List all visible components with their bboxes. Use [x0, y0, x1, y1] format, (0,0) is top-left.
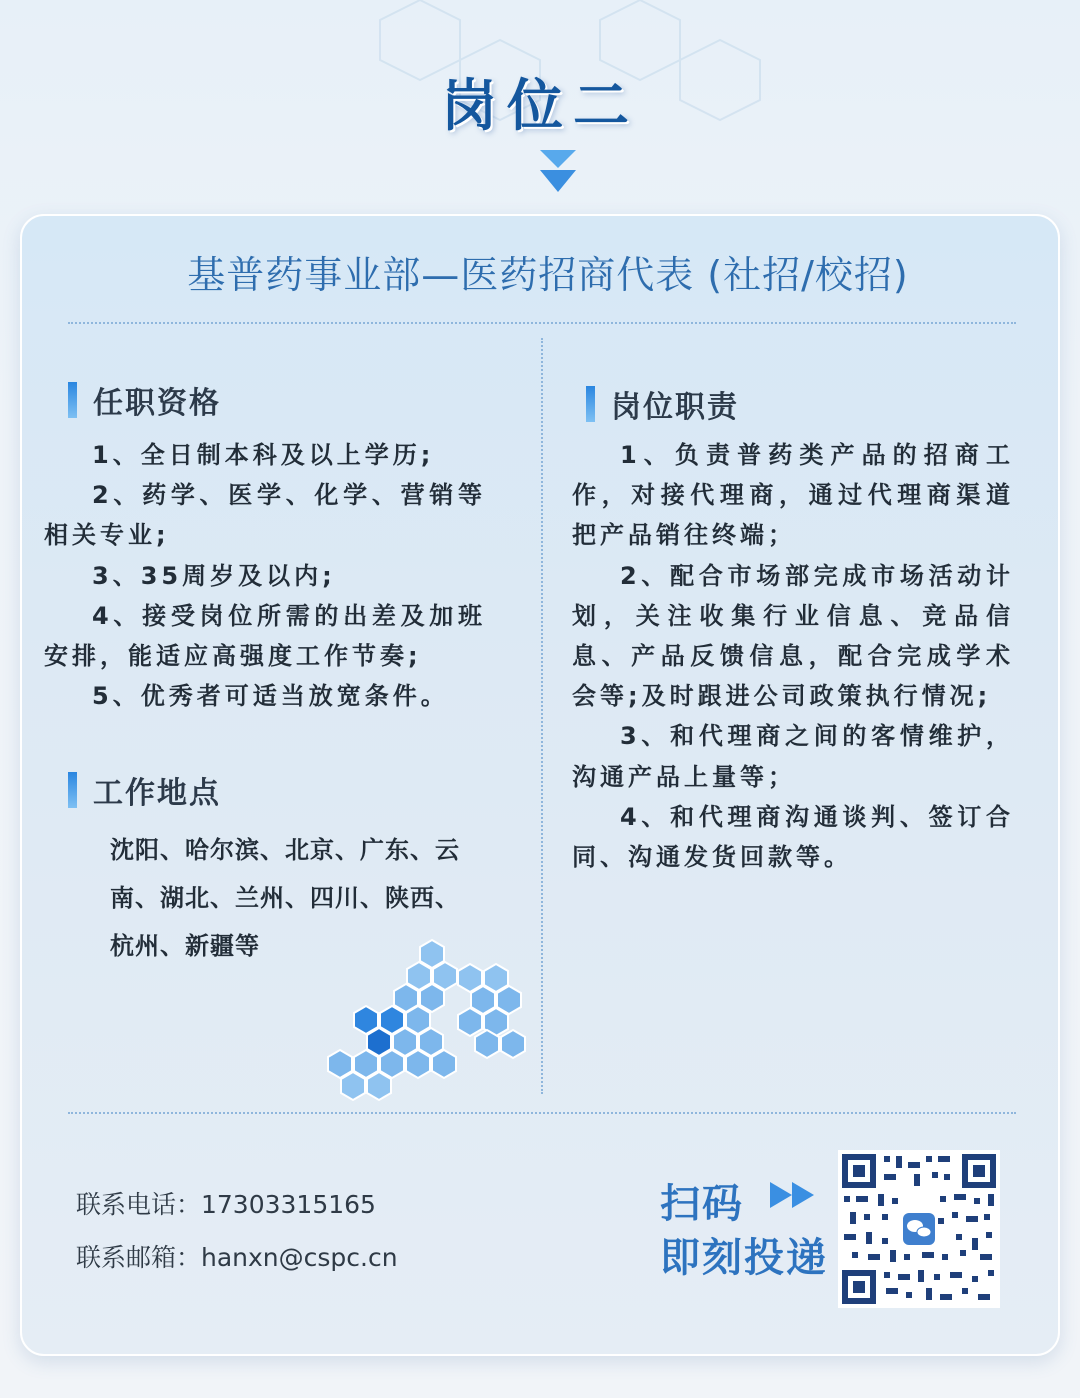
list-item: 5、优秀者可适当放宽条件。: [92, 682, 449, 711]
cta-scan-label: 扫码: [660, 1181, 744, 1227]
duties-heading-label: 岗位职责: [611, 390, 739, 425]
qr-code-icon: [842, 1154, 996, 1304]
wechat-icon: [900, 1210, 938, 1248]
duties-heading: [586, 382, 739, 426]
heading-bar: [586, 386, 595, 422]
duties-list: [572, 435, 1014, 877]
list-item: 4、接受岗位所需的出差及加班安排，能适应高强度工作节奏;: [44, 601, 486, 671]
double-down-arrow-icon: [538, 148, 578, 196]
job-title: 基普药事业部—医药招商代表 (社招/校招): [187, 253, 909, 297]
list-item: 1、负责普药类产品的招商工作，对接代理商，通过代理商渠道把产品销往终端；: [572, 441, 1014, 550]
divider-top: [68, 322, 1016, 324]
list-item: 2、药学、医学、化学、营销等相关专业;: [44, 481, 486, 550]
heading-bar: [68, 772, 77, 808]
cta-apply-label: 即刻投递: [660, 1235, 828, 1281]
locations-heading-label: 工作地点: [93, 776, 221, 811]
heading-bar: [68, 382, 77, 418]
list-item: 4、和代理商沟通谈判、签订合同、沟通发货回款等。: [572, 802, 1014, 872]
locations-heading: [68, 768, 221, 812]
qualifications-heading: [68, 378, 221, 422]
list-item: 1、全日制本科及以上学历;: [92, 441, 435, 469]
divider-bottom: [68, 1112, 1016, 1114]
contact-phone: 联系电话：17303315165: [76, 1190, 376, 1219]
qualifications-heading-label: 任职资格: [93, 386, 221, 421]
list-item: 2、配合市场部完成市场活动计划，关注收集行业信息、竞品信息、产品反馈信息，配合完成学术会等;及时跟进公司政策执行情况;: [572, 561, 1014, 711]
page-title: 岗位二: [441, 73, 639, 139]
locations-text: 沈阳、哈尔滨、北京、广东、云南、湖北、兰州、四川、陕西、杭州、新疆等: [110, 836, 460, 960]
list-item: 3、和代理商之间的客情维护，沟通产品上量等；: [572, 722, 1014, 791]
contact-email: 联系邮箱：hanxn@cspc.cn: [76, 1243, 398, 1272]
qr-code[interactable]: [838, 1150, 1000, 1308]
divider-vertical: [541, 338, 543, 1094]
qualifications-list: [44, 435, 486, 716]
double-play-arrow-icon: [768, 1180, 820, 1210]
hexagon-cluster-decoration: [318, 936, 538, 1108]
list-item: 3、35周岁及以内;: [92, 561, 336, 590]
